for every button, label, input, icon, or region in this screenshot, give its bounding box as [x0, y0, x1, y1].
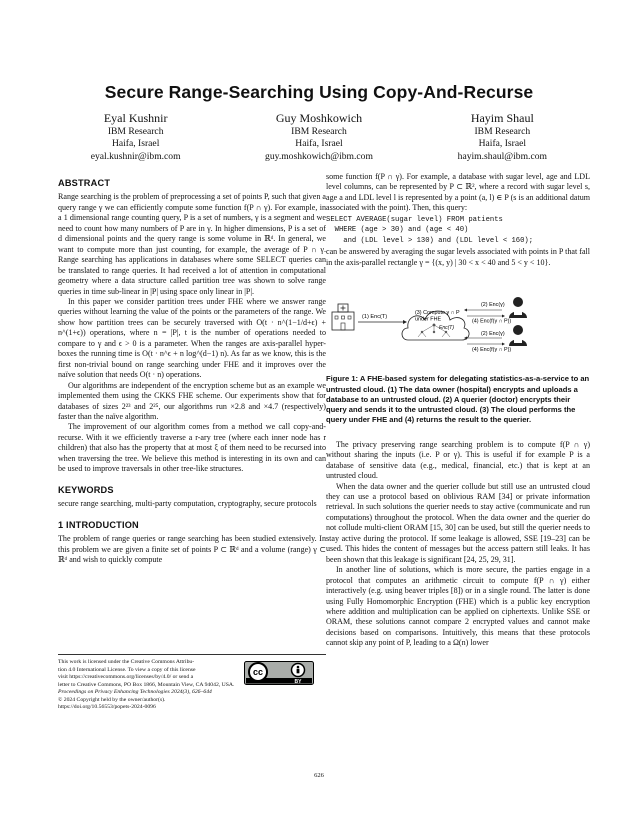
author-org: IBM Research	[474, 126, 531, 137]
cc-text: cc	[252, 667, 264, 677]
step-2-label-b: (2) Enc(γ)	[481, 331, 505, 338]
body-paragraph: The privacy preserving range searching problem is to compute f(P ∩ γ) without sharing the inputs (i.e. P or γ). This is useful if for example P is a database of sensitive data (e.g., medical, financial, etc.) that is kept at an untrusted cloud.	[326, 439, 590, 481]
step-2-label-a: (2) Enc(γ)	[481, 302, 505, 309]
paper-title: Secure Range-Searching Using Copy-And-Recurse	[104, 82, 534, 102]
copyright-line: © 2024 Copyright held by the owner/author(s).	[58, 696, 166, 703]
hospital-icon	[332, 304, 354, 330]
step-4-label-b: (4) Enc(f(γ ∩ P))	[472, 347, 512, 354]
abstract-paragraph: The improvement of our algorithm comes from a method we call copy-and-recurse. With it we efficiently traverse a r-ary tree (where each inner node has r children) that also has the property that at most ξ of them need to be recursed into when traversing the tree. We believe this method is interesting in its own and can be used to improve traversals in other tree-like structures.	[58, 422, 326, 474]
step-1-label: (1) Enc(T)	[362, 314, 388, 321]
body-paragraph: When the data owner and the querier collude but still use an untrusted cloud they can use a protocol based on oblivious RAM [34] or private information retrieval. In such solutions the querier needs to stay active (communicate and run computations) throughout the protocol. When the data owner and the querier do not collude multi-client ORAM [15, 30] can be used, but still the querier needs to stay active during the protocol. If some leakage is allowed, SSE [19–23] can be used. This hides the content of messages but the access pattern still leaks. It has been shown that this leakage is significant [24, 25, 29, 31].	[326, 481, 590, 564]
by-text: BY	[294, 678, 302, 685]
sql-query	[326, 215, 590, 247]
author-city: Haifa, Israel	[295, 138, 343, 150]
license-block	[58, 654, 326, 712]
abstract-paragraph: In this paper we consider partition trees under FHE where we answer range queries without learning the value of the points or the parameters of the range. We show how partition trees can be securely traversed with O(t · n^(1−1/d+ϵ) + n^(1+ϵ)) operations, where n = |P|, t is the number of operations needed to compare to γ and ϵ > 0 is a parameter. When the ranges are axis-parallel hyper-boxes the running time is O(t · n^ϵ + n log^(d−1) n). As far as we know, this is the first non-trivial bound on range searching under FHE and it improves over the naïve solution that needs O(t · n) operations.	[58, 296, 326, 380]
sql-line: and (LDL level > 130) and (LDL level < 160);	[326, 236, 534, 245]
introduction-heading: 1 INTRODUCTION	[58, 519, 139, 530]
author-name: Eyal Kushnir	[103, 111, 168, 125]
author-city: Haifa, Israel	[478, 138, 527, 150]
step-3-sub: under FHE	[415, 316, 442, 323]
license-line: letter to Creative Commons, PO Box 1866, Mountain View, CA 94042, USA.	[58, 681, 235, 688]
author-3	[411, 111, 594, 163]
step-3-label: (3) Compute γ ∩ P	[415, 310, 460, 317]
body-paragraph: can be answered by averaging the sugar levels associated with points in P that fall in the axis-parallel rectangle γ = {(x, y) | 30 < x < 40 and 5 < y < 10}.	[326, 247, 590, 267]
figure-caption: Figure 1: A FHE-based system for delegating statistics-as-a-service to an untrusted cloud. (1) The data owner (hospital) encrypts and uploads a database to an untrusted cloud. (2) A querier (doctor) encrypts their query and sends it to the untrusted cloud. (3) The cloud performs the query under FHE and (4) returns the result to the querier.	[326, 374, 590, 425]
proceedings-line: Proceedings on Privacy Enhancing Technologies 2024(3), 626–644	[58, 689, 212, 695]
author-org: IBM Research	[291, 126, 347, 137]
right-column	[326, 172, 590, 649]
doctor-icon	[509, 325, 527, 346]
body-paragraph: some function f(P ∩ γ). For example, a database with sugar level, age and LDL level columns, can be represented by P ⊂ ℝ², where a record with sugar level s, age a and LDL level l is represented by a point (a, l) ∈ P (s is an additional datum associated with the point). Then, this query:	[326, 172, 590, 213]
license-line: tion 4.0 International License. To view a copy of this license	[58, 666, 196, 673]
abstract-heading: ABSTRACT	[58, 178, 111, 188]
keywords-heading: KEYWORDS	[58, 484, 114, 495]
author-block	[44, 111, 594, 163]
page-number: 626	[314, 772, 324, 779]
author-org: IBM Research	[107, 126, 164, 137]
sql-line: SELECT AVERAGE(sugar level) FROM patients	[326, 215, 503, 224]
keywords-text: secure range searching, multi-party computation, cryptography, secure protocols	[58, 499, 317, 509]
author-email[interactable]: eyal.kushnir@ibm.com	[90, 150, 181, 162]
sql-line: WHERE (age > 30) and (age < 40)	[326, 226, 469, 235]
author-2	[227, 111, 410, 163]
enc-t-label: Enc(T)	[439, 325, 454, 332]
license-line: This work is licensed under the Creative Commons Attribu-	[58, 659, 195, 665]
author-email[interactable]: hayim.shaul@ibm.com	[457, 150, 547, 162]
figure-1	[326, 278, 590, 412]
left-column	[58, 178, 326, 565]
author-email[interactable]: guy.moshkowich@ibm.com	[265, 150, 373, 162]
abstract-paragraph: Range searching is the problem of preprocessing a set of points P, such that given a query range γ we can efficiently compute some function f(P ∩ γ). For example, in a 1 dimensional range counting query, P is a set of numbers, γ is a segment and we need to count how many numbers of P are in γ. In higher dimensions, P is a set of d dimensional points and the query range is some volume in ℝᵈ. In general, we want to compute more than just counting, for example, the average of P ∩ γ. Range searching has applications in databases where some SELECT queries can be translated to range queries. It had received a lot of attention in computational geometry where a data structure called partition tree was shown to solve range queries in time sub-linear in |P| using space only linear in |P|.	[58, 192, 326, 296]
license-link[interactable]: visit https://creativecommons.org/licenses/by/4.0/ or send a	[58, 674, 194, 680]
cc-by-logo	[244, 661, 314, 685]
author-name: Guy Moshkowich	[275, 111, 363, 125]
author-name: Hayim Shaul	[470, 111, 534, 125]
fhe-system-diagram	[326, 278, 590, 412]
author-1	[44, 111, 227, 163]
doctor-icon	[509, 297, 527, 318]
doi-link[interactable]: https://doi.org/10.56553/popets-2024-0096	[58, 704, 156, 710]
body-paragraph: In another line of solutions, which is more secure, the parties engage in a protocol that computes an arithmetic circuit to compute f(P ∩ γ) either interactively (e.g. using beaver triples [8]) or in a single round. The latter is done using Fully Homomorphic Encryption (FHE) which is a public key encryption where addition and multiplication can be applied on ciphertexts. Unlike SSE or ORAM, these solutions cannot compare 2 encrypted values and cannot make decisions based on comparisons. Intuitively, this means that these protocols cannot skip any point of P, leading to a Ω(n) lower	[326, 565, 590, 648]
abstract-paragraph: Our algorithms are independent of the encryption scheme but as an example we implemented them using the CKKS FHE scheme. Our experiments show that for databases of sizes 2²³ and 2²⁵, our algorithms run ×2.8 and ×4.7 (respectively) faster than the naïve algorithm.	[58, 380, 326, 421]
step-4-label-a: (4) Enc(f(γ ∩ P))	[472, 318, 512, 325]
author-city: Haifa, Israel	[111, 138, 160, 150]
license-text	[58, 659, 233, 682]
intro-paragraph: The problem of range queries or range searching has been studied extensively. In this problem we are given a finite set of points P ⊂ ℝᵈ and a volume (range) γ ⊂ ℝᵈ and wish to quickly compute	[58, 534, 326, 564]
